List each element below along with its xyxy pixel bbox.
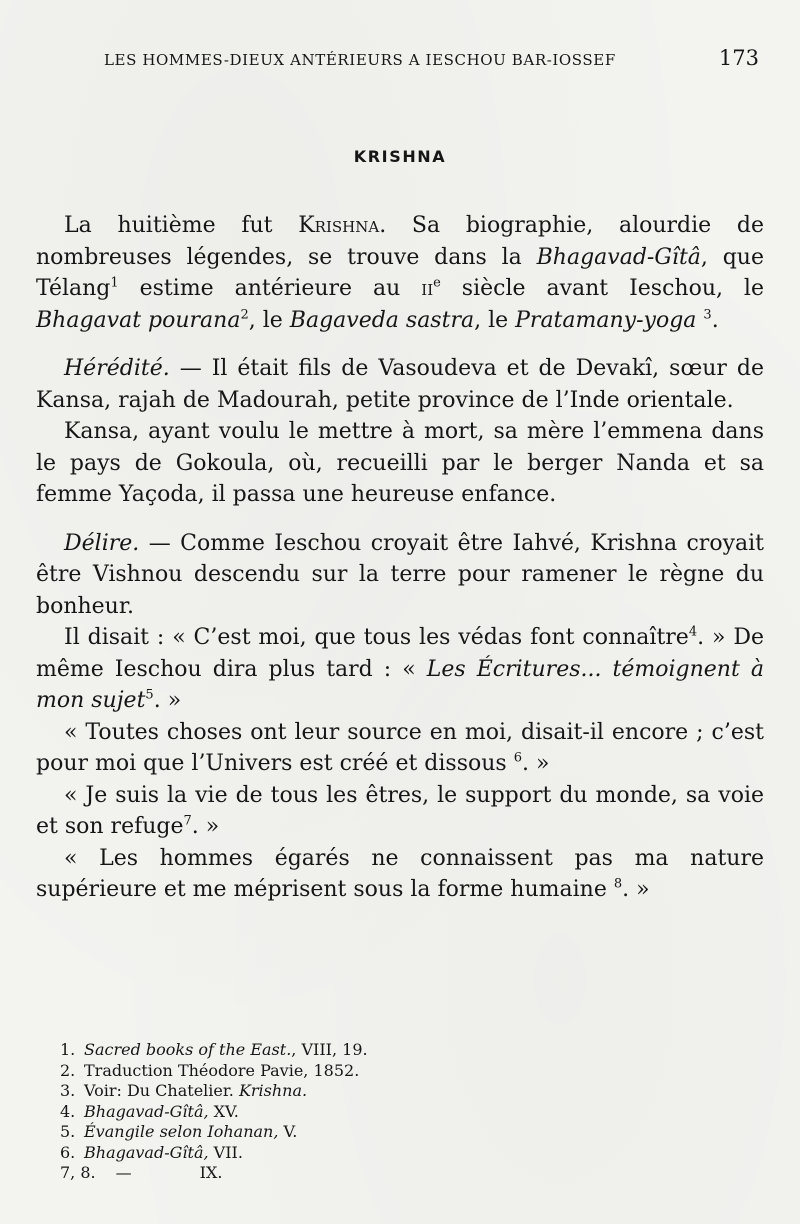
body-text [36, 210, 764, 906]
section-title: KRISHNA [353, 147, 447, 166]
running-header [104, 46, 759, 76]
footnote-7-8: 7, 8. — IX. [60, 1163, 223, 1182]
footnotes [60, 1040, 580, 1184]
footnote-ref: 6 [513, 750, 522, 766]
paragraph-heredite: Hérédité. — Il était fils de Vasoudeva et de Devakî, sœur de Kansa, rajah de Madourah, petite province de l’Inde orientale. [36, 356, 764, 413]
footnote-1: 1. Sacred books of the East., VIII, 19. [60, 1040, 368, 1059]
paragraph-quote-vedas: Il disait : « C’est moi, que tous les védas font connaître$^4$. » De même Ieschou dira plus tard : « Les Écritures... témoignent à mon sujet$^5$. » [36, 624, 764, 713]
paragraph-label: Hérédité. [64, 356, 170, 381]
paragraph-quote-life: « Je suis la vie de tous les êtres, le support du monde, sa voie et son refuge$^7$. » [36, 782, 764, 839]
page-number: 173 [718, 46, 759, 70]
paragraph-kansa: Kansa, ayant voulu le mettre à mort, sa mère l’emmena dans le pays de Gokoula, où, recueilli par le berger Nanda et sa femme Yaçoda, il passa une heureuse enfance. [36, 419, 764, 507]
footnote-ref: 5 [145, 687, 154, 703]
paragraph-quote-nature: « Les hommes égarés ne connaissent pas ma nature supérieure et me méprisent sous la forme humaine $^8$. » [36, 845, 764, 902]
footnote-2: 2. Traduction Théodore Pavie, 1852. [60, 1060, 360, 1080]
name-small-caps: Krishna [298, 213, 380, 238]
footnote-ref: 4 [688, 624, 698, 640]
footnote-6: 6. Bhagavad-Gîtâ, VII. [60, 1142, 243, 1162]
footnote-ref: 8 [613, 876, 623, 892]
footnote-ref: 7 [183, 813, 192, 829]
footnote-4: 4. Bhagavad-Gîtâ, XV. [60, 1101, 239, 1121]
footnote-5: 5. Évangile selon Iohanan, V. [60, 1122, 298, 1141]
paragraph-label: Délire. [64, 530, 140, 556]
running-title: LES HOMMES-DIEUX ANTÉRIEURS A IESCHOU BAR-IOSSEF [104, 51, 616, 69]
paragraph-delire: Délire. — Comme Ieschou croyait être Iahvé, Krishna croyait être Vishnou descendu sur la terre pour ramener le règne du bonheur. [36, 530, 764, 619]
paragraph-intro: La huitième fut Krishna. Sa biographie, alourdie de nombreuses légendes, se trouve dans la Bhagavad-Gîtâ, que Télang$^1$ estime antérieure au $ii^e$ siècle avant Ieschou, le Bhagavat pourana$^2$, le Bagaveda sastra, le Pratamany-yoga $^3$. [36, 213, 764, 333]
paragraph-quote-source: « Toutes choses ont leur source en moi, disait-il encore ; c’est pour moi que l’Univers est créé et dissous $^6$. » [36, 719, 764, 776]
footnote-ref: 1 [110, 275, 119, 291]
footnote-ref: 2 [240, 307, 249, 323]
footnote-3: 3. Voir: Du Chatelier. Krishna. [60, 1081, 308, 1100]
footnote-ref: 3 [703, 307, 712, 323]
